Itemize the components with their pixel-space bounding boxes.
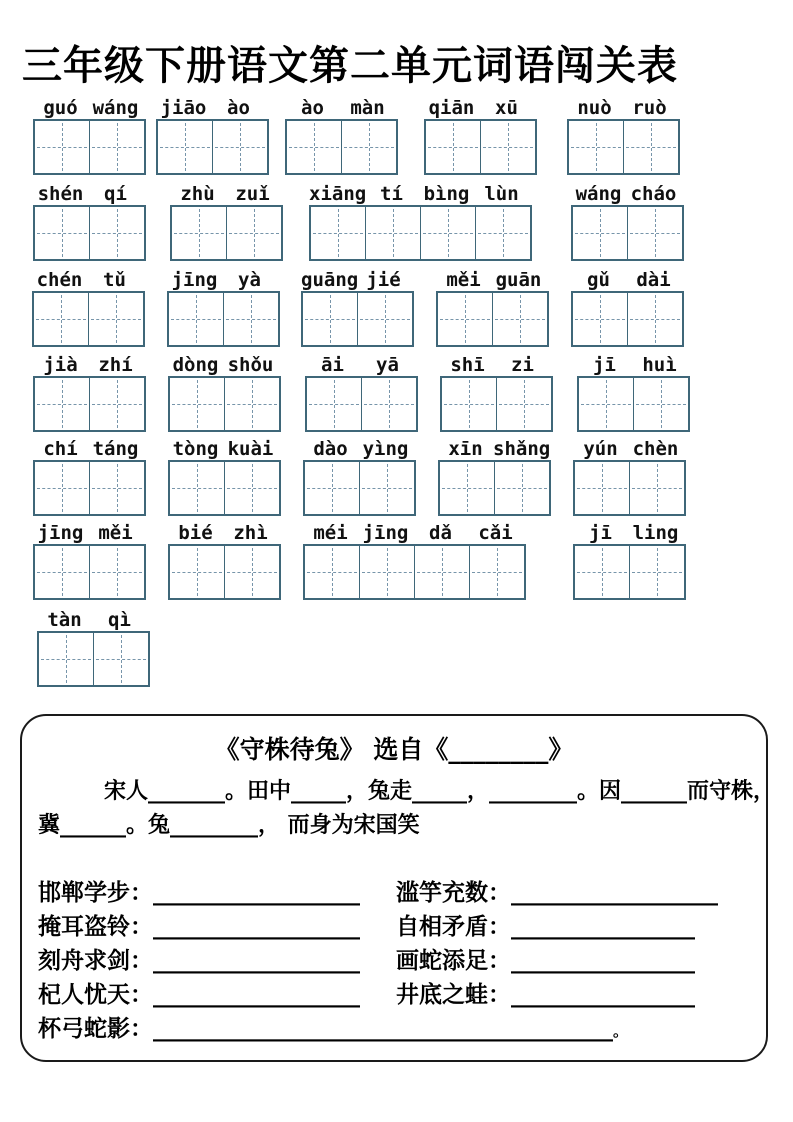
writing-cell: [630, 546, 684, 598]
word-group: [440, 352, 553, 432]
writing-cell: [172, 207, 227, 259]
word-group: [37, 607, 150, 687]
writing-grid: [573, 460, 686, 516]
writing-cell: [90, 462, 144, 514]
pinyin-syllable: ào: [227, 97, 250, 119]
pinyin-syllable: gǔ: [587, 269, 610, 291]
writing-cell: [225, 462, 279, 514]
idiom-label: 掩耳盗铃：: [38, 913, 153, 940]
word-group: [303, 520, 526, 600]
pinyin-syllable: tǔ: [103, 269, 126, 291]
word-group: [168, 520, 281, 600]
pinyin-label: [32, 267, 145, 291]
idiom-label: 刻舟求剑：: [38, 947, 153, 974]
pinyin-label: [37, 607, 150, 631]
pinyin-label: [156, 95, 269, 119]
pinyin-syllable: chí: [43, 438, 78, 460]
writing-grid: [301, 291, 414, 347]
idiom-row: [38, 1012, 752, 1048]
pinyin-syllable: xiāng: [309, 183, 367, 205]
pinyin-syllable: dào: [313, 438, 348, 460]
idiom-right: [396, 978, 752, 1012]
pinyin-syllable: dòng: [172, 354, 219, 376]
idiom-blank: ________________: [511, 981, 695, 1008]
writing-cell: [624, 121, 678, 173]
pinyin-syllable: guó: [43, 97, 78, 119]
idiom-list: [22, 876, 766, 1048]
pinyin-syllable: qí: [104, 183, 127, 205]
writing-cell: [305, 546, 360, 598]
pinyin-label: [301, 267, 414, 291]
page-title: 三年级下册语文第二单元词语闯关表: [22, 42, 678, 89]
pinyin-label: [168, 352, 281, 376]
idiom-blank: ________________: [511, 947, 695, 974]
writing-grid: [303, 460, 416, 516]
pinyin-label: [573, 436, 686, 460]
word-row: [0, 520, 793, 604]
word-group: [567, 95, 680, 175]
writing-cell: [360, 546, 415, 598]
writing-cell: [39, 633, 94, 685]
writing-grid: [285, 119, 398, 175]
writing-grid: [33, 460, 146, 516]
pinyin-label: [33, 95, 146, 119]
writing-cell: [442, 378, 497, 430]
idiom-blank: __________________: [153, 913, 360, 940]
idiom-label: 邯郸学步：: [38, 879, 153, 906]
writing-cell: [342, 121, 396, 173]
writing-cell: [358, 293, 412, 345]
pinyin-syllable: āi: [321, 354, 344, 376]
pinyin-syllable: tí: [380, 183, 403, 205]
idiom-blank: __________________: [511, 879, 718, 906]
idiom-right: [396, 910, 752, 944]
pinyin-syllable: shén: [37, 183, 84, 205]
writing-cell: [89, 293, 143, 345]
pinyin-syllable: nuò: [577, 97, 612, 119]
pinyin-syllable: ruò: [632, 97, 667, 119]
pinyin-syllable: yún: [583, 438, 618, 460]
pinyin-label: [167, 267, 280, 291]
writing-grid: [156, 119, 269, 175]
pinyin-syllable: chén: [36, 269, 83, 291]
writing-cell: [415, 546, 470, 598]
pinyin-label: [436, 267, 549, 291]
writing-cell: [170, 546, 225, 598]
writing-cell: [579, 378, 634, 430]
pinyin-label: [168, 520, 281, 544]
writing-cell: [170, 462, 225, 514]
writing-cell: [630, 462, 684, 514]
writing-cell: [35, 462, 90, 514]
writing-grid: [309, 205, 532, 261]
writing-cell: [426, 121, 481, 173]
pinyin-label: [577, 352, 690, 376]
word-group: [577, 352, 690, 432]
writing-cell: [227, 207, 281, 259]
sentence-period: 。: [613, 1022, 629, 1040]
writing-cell: [170, 378, 225, 430]
pinyin-label: [33, 352, 146, 376]
writing-cell: [497, 378, 551, 430]
writing-cell: [225, 546, 279, 598]
writing-cell: [493, 293, 547, 345]
pinyin-syllable: zhì: [233, 522, 268, 544]
pinyin-syllable: wáng: [92, 97, 139, 119]
pinyin-syllable: zuǐ: [235, 183, 270, 205]
pinyin-syllable: jià: [43, 354, 78, 376]
idiom-row: [38, 876, 752, 910]
pinyin-syllable: měi: [446, 269, 481, 291]
writing-grid: [567, 119, 680, 175]
writing-cell: [35, 378, 90, 430]
story-heading: 《守株待兔》 选自《________》: [214, 735, 574, 764]
writing-cell: [481, 121, 535, 173]
writing-cell: [35, 121, 90, 173]
word-group: [33, 436, 146, 516]
pinyin-syllable: yà: [238, 269, 261, 291]
pinyin-syllable: màn: [350, 97, 385, 119]
writing-grid: [303, 544, 526, 600]
passage-line-2: 冀______。兔________， 而身为宋国笑: [38, 812, 420, 838]
writing-grid: [168, 544, 281, 600]
idiom-blank: __________________: [153, 947, 360, 974]
writing-cell: [90, 378, 144, 430]
pinyin-syllable: ào: [301, 97, 324, 119]
pinyin-syllable: jīng: [37, 522, 84, 544]
idiom-label: 画蛇添足：: [396, 947, 511, 974]
pinyin-syllable: cǎi: [478, 522, 513, 544]
pinyin-syllable: xīn: [448, 438, 483, 460]
pinyin-syllable: qì: [108, 609, 131, 631]
word-group: [168, 352, 281, 432]
idiom-row: [38, 944, 752, 978]
writing-cell: [628, 293, 682, 345]
story-passage: [22, 774, 776, 842]
pinyin-syllable: dǎ: [429, 522, 452, 544]
writing-cell: [287, 121, 342, 173]
writing-grid: [167, 291, 280, 347]
pinyin-syllable: kuài: [227, 438, 274, 460]
idiom-label: 自相矛盾：: [396, 913, 511, 940]
writing-grid: [32, 291, 145, 347]
word-group: [33, 181, 146, 261]
word-row: [0, 352, 793, 436]
writing-cell: [90, 546, 144, 598]
writing-cell: [573, 207, 628, 259]
word-group: [170, 181, 283, 261]
pinyin-syllable: lùn: [484, 183, 519, 205]
writing-grid: [168, 376, 281, 432]
pinyin-syllable: wáng: [575, 183, 622, 205]
pinyin-label: [571, 267, 684, 291]
writing-grid: [33, 119, 146, 175]
writing-cell: [575, 462, 630, 514]
pinyin-syllable: shǒu: [227, 354, 274, 376]
pinyin-syllable: guāng: [301, 269, 359, 291]
idiom-left: [38, 944, 396, 978]
word-group: [573, 520, 686, 600]
writing-grid: [577, 376, 690, 432]
pinyin-syllable: yā: [376, 354, 399, 376]
idiom-blank: ________________________________________: [153, 1015, 613, 1042]
writing-cell: [225, 378, 279, 430]
pinyin-syllable: jī: [593, 354, 616, 376]
word-group: [285, 95, 398, 175]
pinyin-syllable: zhí: [98, 354, 133, 376]
writing-grid: [33, 544, 146, 600]
writing-cell: [305, 462, 360, 514]
writing-cell: [634, 378, 688, 430]
word-group: [436, 267, 549, 347]
writing-grid: [573, 544, 686, 600]
idiom-label: 滥竽充数：: [396, 879, 511, 906]
idiom-blank: __________________: [153, 879, 360, 906]
pinyin-label: [424, 95, 537, 119]
writing-grid: [571, 205, 684, 261]
pinyin-label: [170, 181, 283, 205]
pinyin-syllable: jiāo: [160, 97, 207, 119]
pinyin-label: [309, 181, 532, 205]
idiom-left: [38, 1012, 628, 1048]
word-group: [168, 436, 281, 516]
word-group: [573, 436, 686, 516]
pinyin-syllable: měi: [98, 522, 133, 544]
writing-cell: [94, 633, 148, 685]
writing-cell: [34, 293, 89, 345]
word-group: [424, 95, 537, 175]
idiom-left: [38, 978, 396, 1012]
writing-cell: [90, 121, 144, 173]
word-group: [167, 267, 280, 347]
pinyin-syllable: xū: [495, 97, 518, 119]
writing-cell: [158, 121, 213, 173]
writing-cell: [360, 462, 414, 514]
pinyin-syllable: jīng: [362, 522, 409, 544]
word-row: [0, 436, 793, 520]
idiom-right: [396, 944, 752, 978]
writing-grid: [33, 376, 146, 432]
writing-cell: [224, 293, 278, 345]
pinyin-label: [33, 181, 146, 205]
pinyin-syllable: chèn: [632, 438, 679, 460]
writing-grid: [33, 205, 146, 261]
pinyin-syllable: méi: [313, 522, 348, 544]
pinyin-syllable: zi: [511, 354, 534, 376]
pinyin-label: [168, 436, 281, 460]
word-group: [301, 267, 414, 347]
pinyin-syllable: shī: [450, 354, 485, 376]
pinyin-label: [285, 95, 398, 119]
idiom-left: [38, 876, 396, 910]
word-group: [156, 95, 269, 175]
writing-cell: [569, 121, 624, 173]
pinyin-label: [438, 436, 551, 460]
writing-cell: [628, 207, 682, 259]
pinyin-syllable: dài: [636, 269, 671, 291]
pinyin-syllable: cháo: [630, 183, 677, 205]
pinyin-syllable: qiān: [428, 97, 475, 119]
word-group: [438, 436, 551, 516]
writing-grid: [305, 376, 418, 432]
word-row: [0, 95, 793, 179]
word-row: [0, 607, 793, 691]
word-group: [33, 95, 146, 175]
story-and-idioms-panel: [20, 714, 776, 1062]
idiom-label: 杯弓蛇影：: [38, 1015, 153, 1042]
passage-line-1: 宋人_______。田中_____，兔走_____，________。因______而守株，: [104, 778, 776, 804]
word-group: [33, 352, 146, 432]
idiom-label: 杞人忧天：: [38, 981, 153, 1008]
writing-cell: [476, 207, 530, 259]
word-group: [32, 267, 145, 347]
writing-cell: [573, 293, 628, 345]
writing-cell: [421, 207, 476, 259]
word-row: [0, 181, 793, 265]
pinyin-syllable: yìng: [362, 438, 409, 460]
word-group: [571, 181, 684, 261]
pinyin-label: [303, 520, 526, 544]
pinyin-syllable: jī: [589, 522, 612, 544]
word-group: [571, 267, 684, 347]
pinyin-label: [33, 520, 146, 544]
pinyin-label: [305, 352, 418, 376]
writing-grid: [436, 291, 549, 347]
pinyin-syllable: huì: [642, 354, 677, 376]
writing-cell: [362, 378, 416, 430]
pinyin-label: [573, 520, 686, 544]
writing-grid: [170, 205, 283, 261]
pinyin-syllable: jīng: [171, 269, 218, 291]
pinyin-label: [567, 95, 680, 119]
writing-grid: [168, 460, 281, 516]
word-group: [309, 181, 532, 261]
writing-cell: [169, 293, 224, 345]
pinyin-syllable: ling: [632, 522, 679, 544]
pinyin-label: [33, 436, 146, 460]
pinyin-syllable: jié: [366, 269, 401, 291]
writing-cell: [438, 293, 493, 345]
writing-cell: [366, 207, 421, 259]
writing-cell: [575, 546, 630, 598]
writing-grid: [37, 631, 150, 687]
writing-grid: [571, 291, 684, 347]
idiom-right: [396, 876, 752, 910]
writing-cell: [35, 207, 90, 259]
word-group: [33, 520, 146, 600]
pinyin-syllable: zhù: [180, 183, 215, 205]
pinyin-syllable: bié: [178, 522, 213, 544]
word-group: [305, 352, 418, 432]
pinyin-label: [303, 436, 416, 460]
pinyin-label: [440, 352, 553, 376]
writing-cell: [35, 546, 90, 598]
word-row: [0, 267, 793, 351]
pinyin-syllable: shǎng: [493, 438, 551, 460]
writing-cell: [303, 293, 358, 345]
writing-cell: [470, 546, 524, 598]
writing-cell: [311, 207, 366, 259]
pinyin-label: [571, 181, 684, 205]
idiom-row: [38, 978, 752, 1012]
idiom-left: [38, 910, 396, 944]
writing-cell: [307, 378, 362, 430]
pinyin-syllable: tòng: [172, 438, 219, 460]
writing-grid: [424, 119, 537, 175]
writing-cell: [213, 121, 267, 173]
pinyin-syllable: tàn: [47, 609, 82, 631]
word-group: [303, 436, 416, 516]
pinyin-syllable: bìng: [423, 183, 470, 205]
idiom-row: [38, 910, 752, 944]
writing-cell: [90, 207, 144, 259]
writing-cell: [495, 462, 549, 514]
writing-grid: [438, 460, 551, 516]
writing-grid: [440, 376, 553, 432]
pinyin-syllable: táng: [92, 438, 139, 460]
idiom-blank: ________________: [511, 913, 695, 940]
idiom-label: 井底之蛙：: [396, 981, 511, 1008]
pinyin-syllable: guān: [495, 269, 542, 291]
writing-cell: [440, 462, 495, 514]
idiom-blank: __________________: [153, 981, 360, 1008]
